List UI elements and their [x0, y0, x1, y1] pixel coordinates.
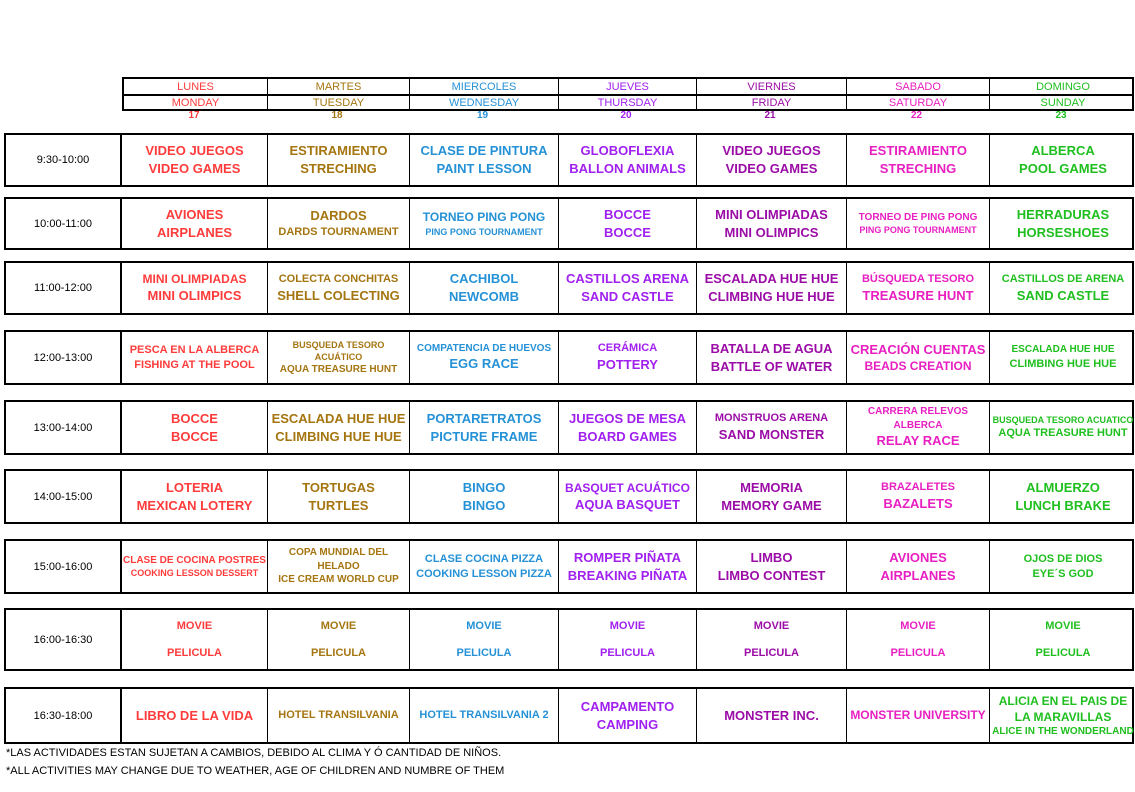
activity-name-en: STRECHING	[300, 161, 377, 176]
date-number-0: 17	[188, 110, 200, 121]
activity-name-en: AIRPLANES	[156, 224, 233, 240]
activity-name-es: BASQUET ACUÁTICO	[565, 480, 690, 495]
day-es-5: SABADO	[847, 79, 990, 94]
activity-name-es: ESTIRAMIENTO	[869, 143, 967, 159]
activity-name-es: CLASE COCINA PIZZA	[424, 552, 544, 565]
activity-name-en: PELICULA	[1035, 646, 1091, 659]
day-header-es	[122, 77, 1134, 94]
activity-name-es: BOCCE	[604, 206, 651, 222]
activity-name-en: VIDEO GAMES	[725, 161, 818, 176]
time-slot-row	[4, 469, 1134, 524]
activity-name-en: MINI OLIMPICS	[724, 224, 819, 240]
date-numbers	[122, 110, 1134, 122]
activity-name-es: LIMBO	[750, 549, 793, 565]
activity-name-en: FISHING AT THE POOL	[134, 358, 255, 371]
activity-name-en: RELAY RACE	[876, 433, 960, 449]
time-slot-label: 11:00-12:00	[6, 263, 122, 313]
activity-cell	[990, 199, 1135, 248]
date-number-2: 19	[476, 110, 489, 121]
day-header	[122, 77, 1134, 111]
time-slot-row	[4, 197, 1134, 250]
activity-cell	[697, 541, 847, 592]
activity-cell	[410, 689, 559, 742]
activity-cell	[559, 135, 697, 185]
activity-cell	[697, 263, 847, 313]
time-slot-row	[4, 608, 1134, 671]
activity-name-es: PORTARETRATOS	[426, 410, 542, 426]
activity-cell	[410, 263, 559, 313]
activity-cell	[268, 689, 410, 742]
activity-cell	[122, 471, 268, 522]
activity-name-en: VIDEO GAMES	[148, 161, 241, 176]
day-en-6: SUNDAY	[1040, 96, 1086, 109]
activity-name-en: LIMBO CONTEST	[717, 567, 826, 583]
activity-name-en: TREASURE HUNT	[862, 287, 974, 303]
activity-cell	[559, 541, 697, 592]
activity-cell	[990, 541, 1135, 592]
activity-name-en: BEADS CREATION	[864, 359, 972, 374]
activity-cell	[559, 471, 697, 522]
day-es-1: MARTES	[268, 79, 410, 94]
activity-name-en: HORSESHOES	[1017, 224, 1109, 240]
activity-name-es: HOTEL TRANSILVANIA 2	[419, 709, 549, 722]
activity-name-es: TORTUGAS	[302, 479, 375, 495]
activity-name-es: BATALLA DE AGUA	[710, 340, 833, 356]
time-slot-row	[4, 687, 1134, 744]
activity-name-es: CASTILLOS DE ARENA	[1001, 272, 1125, 285]
activity-name-es: BINGO	[462, 479, 506, 495]
activity-name-en: BOCCE	[604, 224, 651, 240]
day-header-en	[122, 94, 1134, 111]
time-slot-label: 14:00-15:00	[6, 471, 122, 522]
activity-name-es: MOVIE	[753, 619, 790, 632]
activity-name-en: STRECHING	[879, 161, 957, 176]
activity-cell	[122, 689, 268, 742]
activity-name-es: BUSQUEDA TESORO ACUÁTICO	[292, 339, 385, 362]
activity-cell	[410, 402, 559, 453]
activity-cell	[847, 402, 990, 453]
activity-name-es: BRAZALETES	[881, 481, 955, 494]
footnote-es: *LAS ACTIVIDADES ESTAN SUJETAN A CAMBIOS, DEBIDO AL CLIMA Y Ó CANTIDAD DE NIÑOS.	[6, 747, 502, 759]
activity-name-es: DARDOS	[310, 208, 367, 224]
activity-name-es: MOVIE	[900, 619, 936, 632]
day-es-2: MIERCOLES	[410, 79, 559, 94]
activity-cell	[122, 610, 268, 669]
activity-cell	[268, 263, 410, 313]
activity-name-en: NEWCOMB	[448, 289, 520, 304]
activity-name-es: BUSQUEDA TESORO ACUATICO	[992, 415, 1134, 425]
activity-name-en: PELICULA	[456, 646, 512, 659]
activity-name-es: ESCALADA HUE HUE	[704, 271, 839, 287]
activity-name-es: ESTIRAMIENTO	[289, 143, 388, 159]
activity-name-en: CAMPING	[596, 716, 659, 732]
activity-name-en: ICE CREAM WORLD CUP	[278, 574, 399, 586]
time-slot-label: 12:00-13:00	[6, 332, 122, 383]
activity-cell	[697, 610, 847, 669]
activity-cell	[122, 263, 268, 313]
time-slot-row	[4, 133, 1134, 187]
activity-name-en: PICTURE FRAME	[430, 428, 538, 444]
activity-name-es: ESCALADA HUE HUE	[271, 410, 406, 426]
activity-name-es: MOVIE	[1045, 619, 1081, 632]
activity-name-es: AVIONES	[165, 206, 224, 222]
activity-name-es: CARRERA RELEVOS ALBERCA	[867, 406, 969, 431]
day-es-0: LUNES	[124, 79, 268, 94]
time-slot-label: 13:00-14:00	[6, 402, 122, 453]
footnote-en: *ALL ACTIVITIES MAY CHANGE DUE TO WEATHER, AGE OF CHILDREN AND NUMBRE OF THEM	[6, 765, 505, 777]
time-slot-label: 16:00-16:30	[6, 610, 122, 669]
activity-name-en: PAINT LESSON	[436, 161, 532, 176]
activity-name-es: MOVIE	[466, 619, 502, 632]
activity-name-es: VIDEO JUEGOS	[722, 143, 821, 159]
activity-name-en: CLIMBING HUE HUE	[1009, 357, 1117, 370]
activity-name-en: SAND CASTLE	[581, 289, 674, 304]
activity-cell	[990, 610, 1135, 669]
activity-name-en: AQUA BASQUET	[575, 496, 680, 512]
time-slot-row	[4, 261, 1134, 315]
activity-cell	[268, 541, 410, 592]
activity-name-en: PING PONG TOURNAMENT	[425, 226, 543, 237]
activity-name-es: OJOS DE DIOS	[1023, 552, 1103, 565]
activity-name-es: CLASE DE PINTURA	[420, 143, 548, 159]
activity-name-en: BINGO	[462, 497, 506, 513]
activity-name-en: BOCCE	[171, 428, 218, 444]
activity-cell	[697, 471, 847, 522]
activity-name-en: PELICULA	[890, 646, 946, 659]
activity-cell	[847, 471, 990, 522]
day-en-0: MONDAY	[124, 96, 268, 109]
activity-name-es: CASTILLOS ARENA	[565, 271, 690, 287]
day-es-6: DOMINGO	[1036, 80, 1090, 93]
activity-cell	[697, 135, 847, 185]
activity-cell	[697, 402, 847, 453]
activity-cell	[268, 610, 410, 669]
activity-cell	[990, 263, 1135, 313]
activity-cell	[559, 332, 697, 383]
time-slot-row	[4, 539, 1134, 594]
date-number-6: 23	[1055, 110, 1067, 121]
activity-name-es: TORNEO PING PONG	[422, 210, 546, 225]
activity-name-es: GLOBOFLEXIA	[580, 143, 675, 159]
activity-cell	[268, 199, 410, 248]
activity-name-es: MOVIE	[609, 619, 646, 632]
activity-cell	[847, 135, 990, 185]
activity-cell	[410, 541, 559, 592]
activity-name-es: CERÁMICA	[597, 342, 658, 355]
activity-name-es: MONSTER INC.	[724, 707, 819, 723]
activity-name-es: MOVIE	[320, 619, 357, 632]
date-number-4: 21	[764, 110, 776, 121]
activity-name-en: COOKING LESSON PIZZA	[416, 567, 552, 580]
time-slot-label: 15:00-16:00	[6, 541, 122, 592]
activity-name-en: PING PONG TOURNAMENT	[859, 225, 977, 236]
activity-name-en: ALICE IN THE WONDERLAND	[992, 725, 1134, 737]
activity-name-en: BALLON ANIMALS	[569, 161, 686, 176]
footnotes	[6, 744, 504, 780]
date-number-3: 20	[620, 110, 632, 121]
activity-cell	[847, 541, 990, 592]
activity-cell	[559, 689, 697, 742]
activity-name-en: BATTLE OF WATER	[710, 358, 833, 374]
activity-cell	[410, 471, 559, 522]
activity-cell	[990, 332, 1135, 383]
activity-name-es: AVIONES	[889, 549, 947, 565]
activity-name-en: LUNCH BRAKE	[1015, 497, 1111, 513]
activity-name-es: ESCALADA HUE HUE	[1011, 344, 1115, 356]
day-en-3: THURSDAY	[559, 96, 697, 109]
day-en-4: FRIDAY	[697, 96, 847, 109]
activity-cell	[268, 471, 410, 522]
activity-name-en: DARDS TOURNAMENT	[278, 225, 399, 238]
activity-cell	[122, 199, 268, 248]
activity-name-es: ROMPER PIÑATA	[573, 549, 682, 565]
activity-cell	[847, 263, 990, 313]
activity-name-es: CACHIBOL	[449, 271, 519, 287]
day-es-3: JUEVES	[559, 79, 697, 94]
activity-name-en: TURTLES	[308, 497, 369, 513]
activity-cell	[697, 199, 847, 248]
activity-cell	[990, 135, 1135, 185]
activity-cell	[410, 135, 559, 185]
day-en-2: WEDNESDAY	[410, 96, 559, 109]
activity-name-en: AQUA TREASURE HUNT	[279, 363, 398, 375]
date-number-1: 18	[331, 110, 343, 121]
activity-name-en: SAND CASTLE	[1016, 287, 1110, 303]
activity-cell	[268, 135, 410, 185]
activity-name-en: MINI OLIMPICS	[147, 288, 242, 304]
day-es-4: VIERNES	[697, 79, 847, 94]
activity-name-es: MINI OLIMPIADAS	[142, 272, 247, 287]
activity-name-en: PELICULA	[744, 646, 799, 659]
activity-name-en: MEXICAN LOTERY	[136, 497, 253, 513]
activity-cell	[990, 471, 1135, 522]
activity-cell	[122, 332, 268, 383]
activity-name-es: LIBRO DE LA VIDA	[135, 707, 254, 723]
activity-name-en: PELICULA	[600, 646, 655, 659]
activity-cell	[122, 402, 268, 453]
activity-cell	[697, 689, 847, 742]
activity-name-en: AIRPLANES	[880, 567, 956, 583]
activity-cell	[268, 402, 410, 453]
activity-cell	[122, 541, 268, 592]
time-slot-label: 10:00-11:00	[6, 199, 122, 248]
activity-name-es: TORNEO DE PING PONG	[858, 211, 978, 223]
activity-cell	[847, 199, 990, 248]
time-slot-label: 9:30-10:00	[6, 135, 122, 185]
activity-name-es: COLECTA CONCHITAS	[278, 272, 399, 285]
activity-name-es: VIDEO JUEGOS	[145, 143, 244, 159]
activity-cell	[559, 610, 697, 669]
activity-name-en: CLIMBING HUE HUE	[708, 289, 835, 304]
activity-cell	[559, 199, 697, 248]
activity-name-en: AQUA TREASURE HUNT	[998, 427, 1128, 440]
activity-cell	[410, 199, 559, 248]
activity-name-en: PELICULA	[311, 646, 366, 659]
activity-name-es: ALICIA EN EL PAIS DE LA MARAVILLAS	[998, 693, 1128, 724]
activity-name-en: BOARD GAMES	[578, 428, 677, 444]
activity-cell	[410, 610, 559, 669]
activity-name-es: MONSTER UNIVERSITY	[850, 708, 986, 723]
activity-name-es: COMPATENCIA DE HUEVOS	[416, 342, 552, 354]
activity-name-en: EGG RACE	[449, 356, 519, 372]
activity-cell	[559, 263, 697, 313]
activity-name-es: BÚSQUEDA TESORO	[861, 272, 975, 285]
activity-name-en: MEMORY GAME	[721, 497, 822, 513]
activity-name-es: MONSTRUOS ARENA	[714, 412, 829, 425]
activity-name-es: MINI OLIMPIADAS	[715, 206, 828, 222]
activity-cell	[410, 332, 559, 383]
activity-cell	[847, 610, 990, 669]
date-number-5: 22	[910, 110, 923, 121]
activity-name-es: CLASE DE COCINA POSTRES	[123, 554, 266, 566]
activity-name-es: CAMPAMENTO	[580, 698, 675, 714]
day-en-5: SATURDAY	[847, 96, 990, 109]
activity-name-en: BAZALETS	[883, 496, 953, 512]
activity-name-es: MOVIE	[176, 619, 213, 632]
time-slot-row	[4, 330, 1134, 385]
activity-name-es: PESCA EN LA ALBERCA	[129, 343, 260, 356]
activity-name-es: JUEGOS DE MESA	[568, 410, 687, 426]
activity-name-en: BREAKING PIÑATA	[567, 567, 688, 583]
activity-name-es: CREACIÓN CUENTAS	[850, 341, 986, 357]
activity-name-en: CLIMBING HUE HUE	[275, 428, 402, 444]
activity-cell	[268, 332, 410, 383]
day-en-1: TUESDAY	[268, 96, 410, 109]
activity-name-en: SHELL COLECTING	[277, 287, 400, 303]
activity-name-en: SAND MONSTER	[718, 427, 825, 443]
activity-name-en: POOL GAMES	[1019, 161, 1107, 176]
activity-name-en: PELICULA	[167, 646, 222, 659]
activity-name-es: BOCCE	[171, 410, 218, 426]
activity-cell	[990, 402, 1135, 453]
activity-name-es: ALMUERZO	[1026, 479, 1100, 495]
activity-name-en: POTTERY	[597, 357, 658, 373]
activity-name-en: EYE´S GOD	[1032, 567, 1094, 580]
activity-name-es: MEMORIA	[740, 479, 803, 495]
activity-cell	[122, 135, 268, 185]
activity-name-es: HOTEL TRANSILVANIA	[278, 709, 399, 722]
time-slot-row	[4, 400, 1134, 455]
activity-cell	[559, 402, 697, 453]
time-slot-label: 16:30-18:00	[6, 689, 122, 742]
activity-name-es: COPA MUNDIAL DEL HELADO	[288, 547, 389, 572]
activity-name-es: ALBERCA	[1031, 143, 1095, 159]
activity-name-en: COOKING LESSON DESSERT	[130, 568, 259, 579]
activity-name-es: HERRADURAS	[1016, 206, 1110, 222]
activity-cell	[990, 689, 1135, 742]
activity-cell	[847, 689, 990, 742]
activity-cell	[697, 332, 847, 383]
activity-cell	[847, 332, 990, 383]
activity-name-es: LOTERIA	[165, 479, 224, 495]
